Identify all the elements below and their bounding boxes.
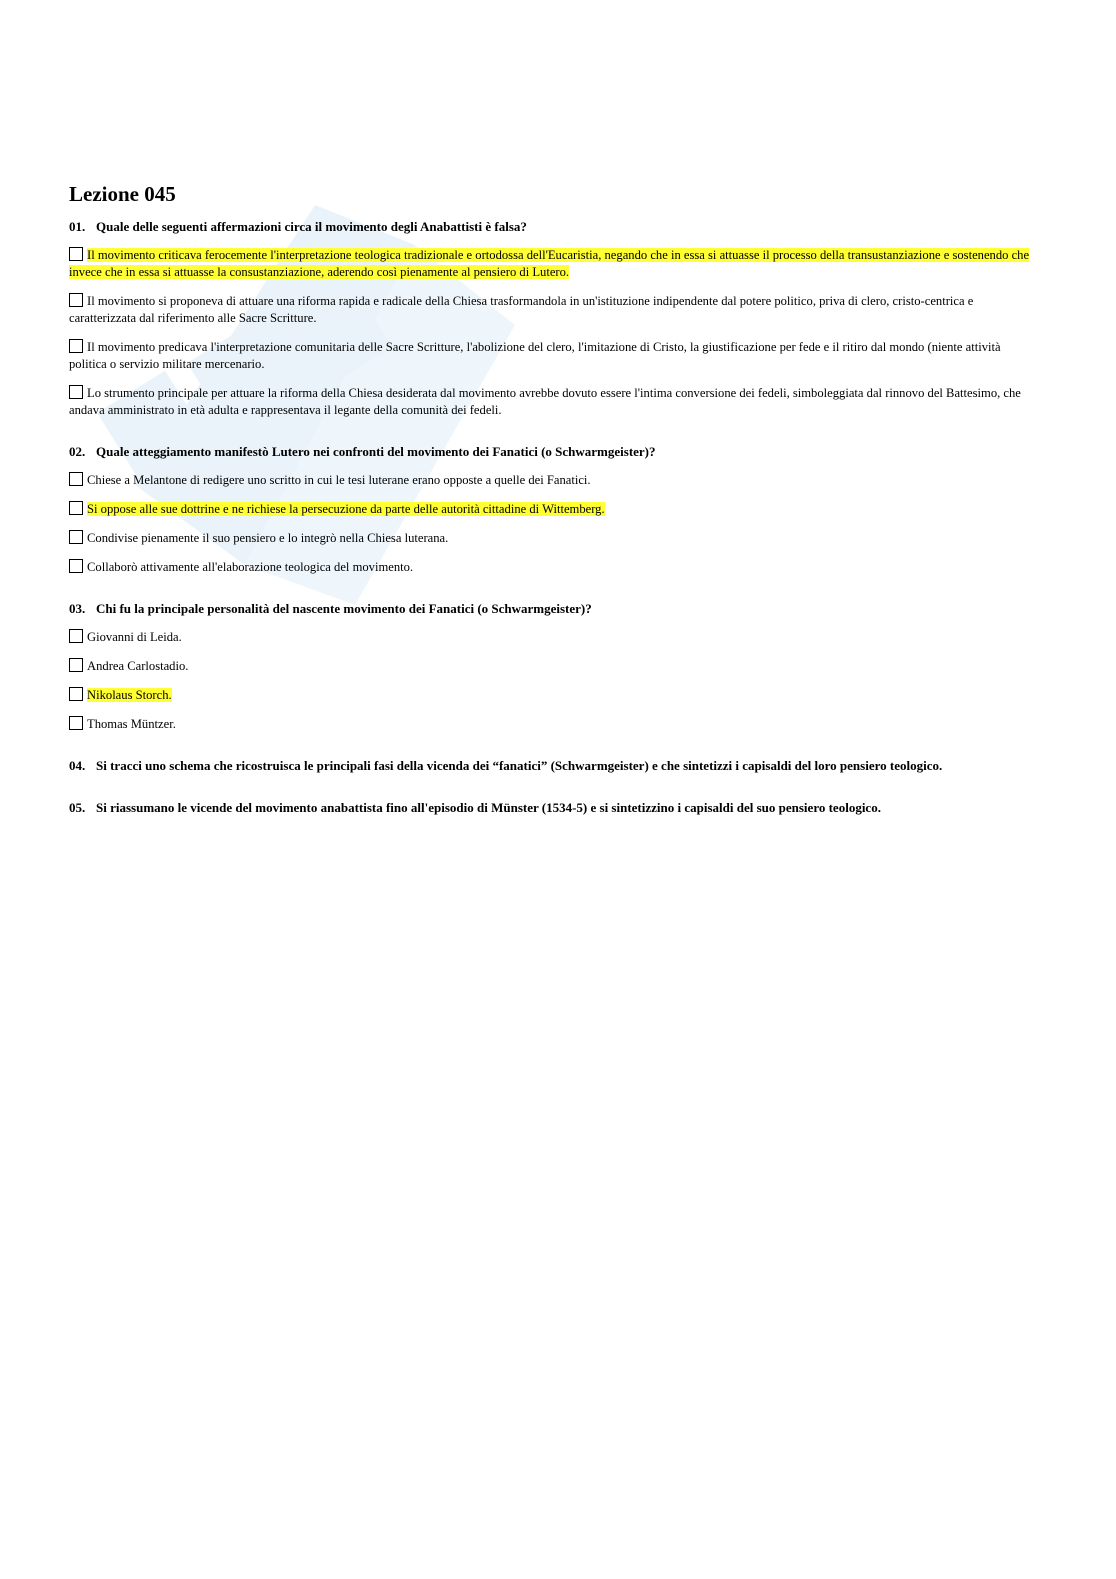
question-text [69, 600, 1039, 618]
answer-checkbox[interactable] [69, 530, 83, 544]
question-number: 02. [69, 444, 86, 459]
question-text [69, 218, 1039, 236]
answer-option [69, 472, 1039, 489]
answer-text: Lo strumento principale per attuare la riforma della Chiesa desiderata dal movimento avrebbe dovuto essere l'intima conversione dei fedeli, simboleggiata dal rinnovo del Battesimo, che andava amministrato in età adulta e rappresentava il legante della comunità dei fedeli. [69, 386, 1021, 417]
answer-option [69, 716, 1039, 733]
question-label: Chi fu la principale personalità del nascente movimento dei Fanatici (o Schwarmgeister)? [96, 601, 592, 616]
answer-option [69, 501, 1039, 518]
lesson-title: Lezione 045 [69, 182, 176, 206]
answer-checkbox[interactable] [69, 385, 83, 399]
answer-option [69, 658, 1039, 675]
answer-text: Collaborò attivamente all'elaborazione teologica del movimento. [87, 560, 414, 574]
answer-text: Condivise pienamente il suo pensiero e lo integrò nella Chiesa luterana. [87, 531, 449, 545]
answer-checkbox[interactable] [69, 687, 83, 701]
answer-checkbox[interactable] [69, 559, 83, 573]
answer-text: Il movimento si proponeva di attuare una riforma rapida e radicale della Chiesa trasformandola in un'istituzione indipendente dal potere politico, priva di clero, cristo-centrica e caratterizzata dal riferimento alle Sacre Scritture. [69, 294, 974, 325]
answer-option [69, 559, 1039, 576]
answer-checkbox[interactable] [69, 293, 83, 307]
answer-checkbox[interactable] [69, 501, 83, 515]
answer-text-highlighted: Nikolaus Storch. [87, 688, 172, 702]
answer-option [69, 385, 1039, 419]
answer-text: Thomas Müntzer. [87, 717, 176, 731]
answer-text: Giovanni di Leida. [87, 630, 182, 644]
question-number: 03. [69, 601, 86, 616]
answer-text: Chiese a Melantone di redigere uno scritto in cui le tesi luterane erano opposte a quelle dei Fanatici. [87, 473, 591, 487]
question-number: 01. [69, 219, 86, 234]
question-03 [69, 600, 1039, 733]
answer-text-highlighted: Il movimento criticava ferocemente l'interpretazione teologica tradizionale e ortodossa dell'Eucaristia, negando che in essa si attuasse il processo della transustanziazione e sostenendo che invece che in essa si attuasse la consustanziazione, aderendo così pienamente al pensiero di Lutero. [69, 248, 1030, 279]
answer-checkbox[interactable] [69, 247, 83, 261]
question-label: Quale atteggiamento manifestò Lutero nei confronti del movimento dei Fanatici (o Schwarmgeister)? [96, 444, 656, 459]
question-02 [69, 443, 1039, 576]
answer-checkbox[interactable] [69, 339, 83, 353]
answer-option [69, 530, 1039, 547]
question-label: Quale delle seguenti affermazioni circa il movimento degli Anabattisti è falsa? [96, 219, 527, 234]
question-text [69, 757, 1039, 775]
answer-option [69, 247, 1039, 281]
answer-checkbox[interactable] [69, 716, 83, 730]
answer-checkbox[interactable] [69, 629, 83, 643]
answer-option [69, 339, 1039, 373]
answer-checkbox[interactable] [69, 658, 83, 672]
answer-text: Andrea Carlostadio. [87, 659, 189, 673]
question-label: Si tracci uno schema che ricostruisca le principali fasi della vicenda dei “fanatici” (Schwarmgeister) e che sintetizzi i capisaldi del loro pensiero teologico. [96, 758, 943, 773]
answer-checkbox[interactable] [69, 472, 83, 486]
question-text [69, 443, 1039, 461]
document-content [69, 180, 1039, 817]
question-04 [69, 757, 1039, 775]
answer-option [69, 293, 1039, 327]
answer-option [69, 687, 1039, 704]
question-number: 05. [69, 800, 86, 815]
question-label: Si riassumano le vicende del movimento anabattista fino all'episodio di Münster (1534-5) e si sintetizzino i capisaldi del suo pensiero teologico. [96, 800, 881, 815]
question-05 [69, 799, 1039, 817]
question-text [69, 799, 1039, 817]
answer-text-highlighted: Si oppose alle sue dottrine e ne richiese la persecuzione da parte delle autorità cittadine di Wittemberg. [87, 502, 605, 516]
answer-text: Il movimento predicava l'interpretazione comunitaria delle Sacre Scritture, l'abolizione del clero, l'imitazione di Cristo, la giustificazione per fede e il ritiro dal mondo (niente attività politica o servizio militare mercenario. [69, 340, 1001, 371]
question-number: 04. [69, 758, 86, 773]
question-01 [69, 218, 1039, 419]
answer-option [69, 629, 1039, 646]
